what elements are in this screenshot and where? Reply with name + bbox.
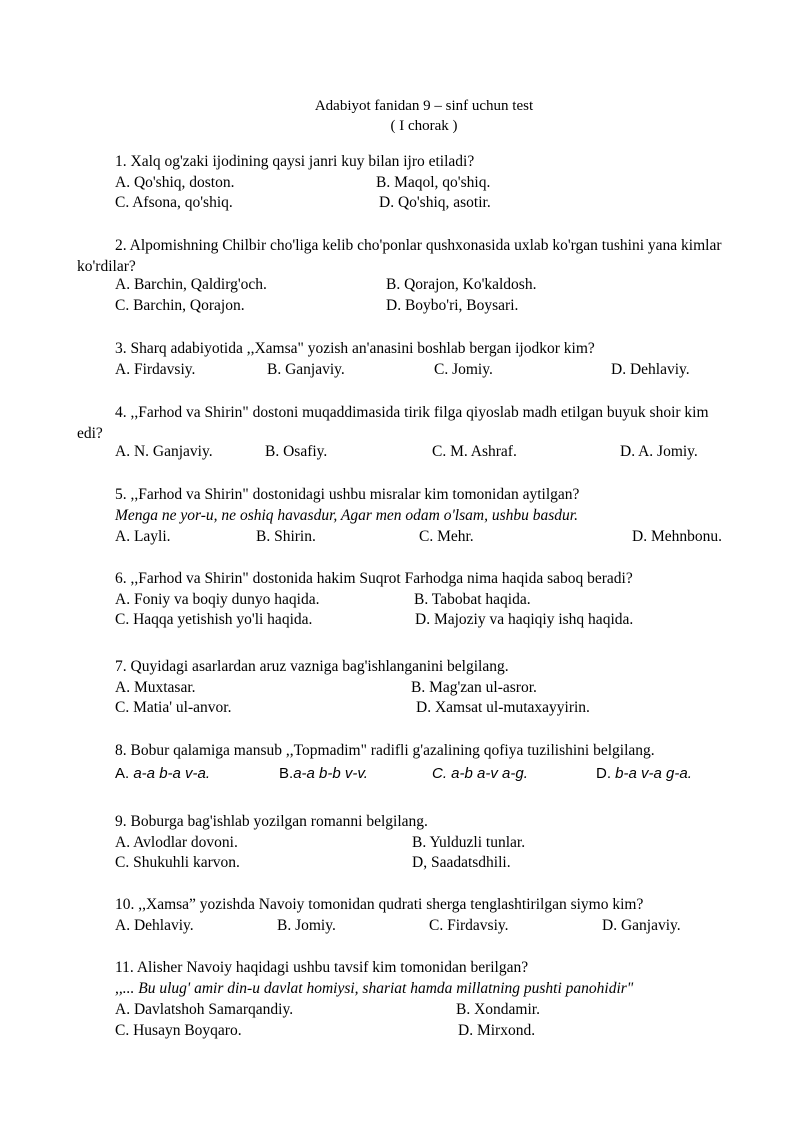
question-text: 9. Boburga bag'ishlab yozilgan romanni belgilang. bbox=[115, 813, 428, 830]
option-body: a-a b-b v-v. bbox=[293, 765, 368, 782]
option-d: D. Mehnbonu. bbox=[632, 528, 722, 545]
option-prefix: B. bbox=[279, 765, 294, 782]
question-text: 7. Quyidagi asarlardan aruz vazniga bag'ishlanganini belgilang. bbox=[115, 658, 509, 675]
option-prefix: D. bbox=[596, 765, 616, 782]
option-b: B. Maqol, qo'shiq. bbox=[376, 174, 491, 191]
option-d: D, Saadatsdhili. bbox=[412, 854, 511, 871]
option-a: A. Avlodlar dovoni. bbox=[115, 834, 238, 851]
option-d: D. Boybo'ri, Boysari. bbox=[386, 297, 519, 314]
option-b bbox=[279, 765, 368, 782]
option-b: B. Mag'zan ul-asror. bbox=[411, 679, 537, 696]
option-b: B. Tabobat haqida. bbox=[414, 591, 531, 608]
option-body: a-a b-a v-a. bbox=[133, 765, 211, 782]
option-d: D. Dehlaviy. bbox=[611, 361, 690, 378]
option-c: C. Husayn Boyqaro. bbox=[115, 1022, 242, 1039]
question-text: 4. ,,Farhod va Shirin" dostoni muqaddimasida tirik filga qiyoslab madh etilgan buyuk shoir kim edi? bbox=[77, 404, 709, 442]
option-b: B. Xondamir. bbox=[456, 1001, 540, 1018]
option-a: A. Muxtasar. bbox=[115, 679, 196, 696]
option-a: A. N. Ganjaviy. bbox=[115, 443, 213, 460]
option-c: C. Firdavsiy. bbox=[429, 917, 509, 934]
option-c: C. M. Ashraf. bbox=[432, 443, 517, 460]
option-c: C. Mehr. bbox=[419, 528, 474, 545]
question-text: 5. ,,Farhod va Shirin" dostonidagi ushbu misralar kim tomonidan aytilgan? bbox=[115, 486, 580, 503]
option-b: B. Yulduzli tunlar. bbox=[412, 834, 526, 851]
option-a: A. Davlatshoh Samarqandiy. bbox=[115, 1001, 294, 1018]
option-c: C. Haqqa yetishish yo'li haqida. bbox=[115, 611, 313, 628]
option-b: B. Osafiy. bbox=[265, 443, 328, 460]
option-d: D. A. Jomiy. bbox=[620, 443, 698, 460]
option-c: C. Jomiy. bbox=[434, 361, 493, 378]
option-a: A. Dehlaviy. bbox=[115, 917, 194, 934]
option-b: B. Ganjaviy. bbox=[267, 361, 345, 378]
option-b: B. Shirin. bbox=[256, 528, 316, 545]
question-text: 11. Alisher Navoiy haqidagi ushbu tavsif kim tomonidan berilgan? bbox=[115, 959, 529, 976]
option-d bbox=[596, 765, 692, 782]
test-subtitle: ( I chorak ) bbox=[390, 118, 458, 134]
option-body: C. a-b a-v a-g. bbox=[432, 765, 528, 782]
option-a: A. Firdavsiy. bbox=[115, 361, 196, 378]
option-d: D. Mirxond. bbox=[458, 1022, 536, 1039]
option-c: C. Matia' ul-anvor. bbox=[115, 699, 232, 716]
question-text: 6. ,,Farhod va Shirin" dostonida hakim Suqrot Farhodga nima haqida saboq beradi? bbox=[115, 570, 633, 587]
option-c: C. Shukuhli karvon. bbox=[115, 854, 240, 871]
quoted-verse: Menga ne yor-u, ne oshiq havasdur, Agar men odam o'lsam, ushbu basdur. bbox=[115, 507, 578, 524]
option-a bbox=[115, 765, 210, 782]
option-c: C. Barchin, Qorajon. bbox=[115, 297, 245, 314]
question-text: 2. Alpomishning Chilbir cho'liga kelib cho'ponlar qushxonasida uxlab ko'rgan tushini yana kimlar ko'rdilar? bbox=[77, 237, 722, 275]
question-text: 10. ,,Xamsa” yozishda Navoiy tomonidan qudrati sherga tenglashtirilgan siymo kim? bbox=[115, 896, 644, 913]
option-a: A. Barchin, Qaldirg'och. bbox=[115, 276, 267, 293]
option-c: C. Afsona, qo'shiq. bbox=[115, 194, 233, 211]
option-d: D. Ganjaviy. bbox=[602, 917, 681, 934]
option-a: A. Qo'shiq, doston. bbox=[115, 174, 235, 191]
option-d: D. Qo'shiq, asotir. bbox=[379, 194, 491, 211]
option-b: B. Qorajon, Ko'kaldosh. bbox=[386, 276, 537, 293]
option-d: D. Xamsat ul-mutaxayyirin. bbox=[416, 699, 590, 716]
option-body: b-a v-a g-a. bbox=[615, 765, 692, 782]
quoted-description: ,,... Bu ulug' amir din-u davlat homiysi, shariat hamda millatning pushti panohidir" bbox=[115, 980, 634, 997]
question-text: 1. Xalq og'zaki ijodining qaysi janri kuy bilan ijro etiladi? bbox=[115, 153, 475, 170]
option-d: D. Majoziy va haqiqiy ishq haqida. bbox=[415, 611, 634, 628]
question-text: 8. Bobur qalamiga mansub ,,Topmadim" radifli g'azalining qofiya tuzilishini belgilang. bbox=[115, 742, 655, 759]
option-a: A. Foniy va boqiy dunyo haqida. bbox=[115, 591, 320, 608]
option-prefix: A. bbox=[115, 765, 134, 782]
question-text: 3. Sharq adabiyotida ,,Xamsa" yozish an'anasini boshlab bergan ijodkor kim? bbox=[115, 340, 595, 357]
option-a: A. Layli. bbox=[115, 528, 171, 545]
test-title: Adabiyot fanidan 9 – sinf uchun test bbox=[314, 98, 534, 114]
option-c bbox=[432, 765, 528, 782]
option-b: B. Jomiy. bbox=[277, 917, 336, 934]
